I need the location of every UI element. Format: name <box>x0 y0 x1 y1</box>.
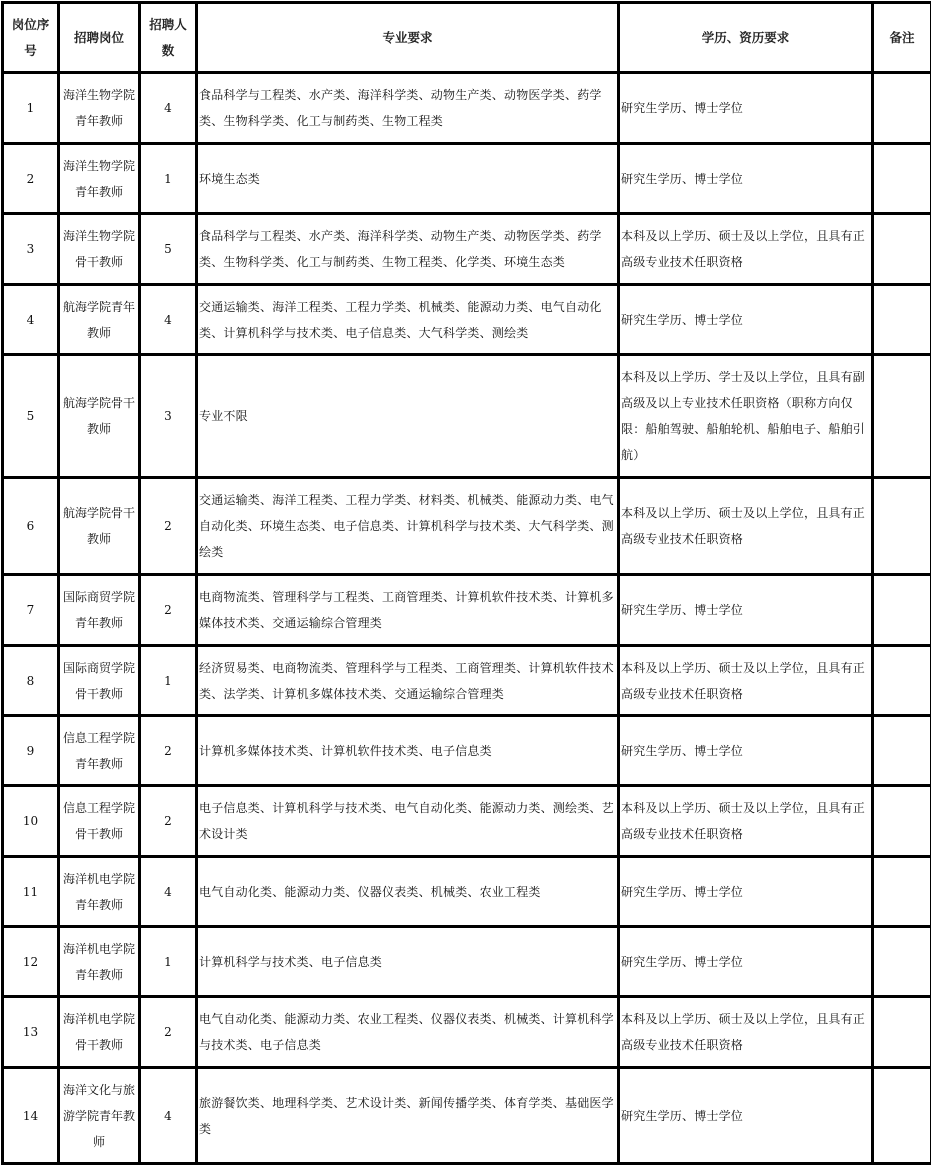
row-education: 研究生学历、博士学位 <box>619 285 873 355</box>
row-count: 2 <box>140 575 197 646</box>
row-index: 10 <box>3 786 59 857</box>
header-row <box>3 3 931 73</box>
row-education: 本科及以上学历、硕士及以上学位，且具有正高级专业技术任职资格 <box>619 997 873 1068</box>
row-count: 4 <box>140 73 197 144</box>
row-count: 5 <box>140 214 197 285</box>
row-education: 本科及以上学历、硕士及以上学位，且具有正高级专业技术任职资格 <box>619 646 873 716</box>
row-index: 5 <box>3 355 59 478</box>
row-education: 研究生学历、博士学位 <box>619 716 873 786</box>
table-row <box>3 716 931 786</box>
row-education: 本科及以上学历、硕士及以上学位，且具有正高级专业技术任职资格 <box>619 478 873 575</box>
header-note: 备注 <box>873 3 931 73</box>
row-position: 航海学院骨干教师 <box>59 478 140 575</box>
row-note <box>873 478 931 575</box>
row-index: 8 <box>3 646 59 716</box>
recruitment-table <box>1 1 931 1165</box>
table-row <box>3 478 931 575</box>
row-note <box>873 144 931 214</box>
row-position: 国际商贸学院青年教师 <box>59 575 140 646</box>
row-education: 研究生学历、博士学位 <box>619 144 873 214</box>
table-row <box>3 355 931 478</box>
table-row <box>3 997 931 1068</box>
row-index: 7 <box>3 575 59 646</box>
row-count: 3 <box>140 355 197 478</box>
header-count: 招聘人数 <box>140 3 197 73</box>
row-position: 信息工程学院青年教师 <box>59 716 140 786</box>
row-position: 海洋生物学院青年教师 <box>59 73 140 144</box>
row-major: 交通运输类、海洋工程类、工程力学类、材料类、机械类、能源动力类、电气自动化类、环境生态类、电子信息类、计算机科学与技术类、大气科学类、测绘类 <box>197 478 619 575</box>
row-note <box>873 285 931 355</box>
row-index: 3 <box>3 214 59 285</box>
table-row <box>3 575 931 646</box>
row-major: 旅游餐饮类、地理科学类、艺术设计类、新闻传播学类、体育学类、基础医学类 <box>197 1068 619 1164</box>
row-education: 本科及以上学历、硕士及以上学位，且具有正高级专业技术任职资格 <box>619 214 873 285</box>
table-body <box>3 73 931 1164</box>
row-note <box>873 1068 931 1164</box>
row-major: 电气自动化类、能源动力类、农业工程类、仪器仪表类、机械类、计算机科学与技术类、电子信息类 <box>197 997 619 1068</box>
row-education: 研究生学历、博士学位 <box>619 73 873 144</box>
row-education: 研究生学历、博士学位 <box>619 1068 873 1164</box>
row-index: 2 <box>3 144 59 214</box>
row-education: 本科及以上学历、硕士及以上学位，且具有正高级专业技术任职资格 <box>619 786 873 857</box>
row-position: 海洋文化与旅游学院青年教师 <box>59 1068 140 1164</box>
row-note <box>873 646 931 716</box>
table-row <box>3 144 931 214</box>
row-major: 电子信息类、计算机科学与技术类、电气自动化类、能源动力类、测绘类、艺术设计类 <box>197 786 619 857</box>
row-note <box>873 575 931 646</box>
row-count: 1 <box>140 144 197 214</box>
row-position: 航海学院青年教师 <box>59 285 140 355</box>
row-count: 2 <box>140 997 197 1068</box>
row-major: 食品科学与工程类、水产类、海洋科学类、动物生产类、动物医学类、药学类、生物科学类、化工与制药类、生物工程类、化学类、环境生态类 <box>197 214 619 285</box>
row-major: 经济贸易类、电商物流类、管理科学与工程类、工商管理类、计算机软件技术类、法学类、计算机多媒体技术类、交通运输综合管理类 <box>197 646 619 716</box>
header-position: 招聘岗位 <box>59 3 140 73</box>
row-education: 研究生学历、博士学位 <box>619 857 873 927</box>
row-count: 2 <box>140 786 197 857</box>
row-index: 9 <box>3 716 59 786</box>
row-index: 12 <box>3 927 59 997</box>
row-count: 4 <box>140 857 197 927</box>
row-note <box>873 214 931 285</box>
table-row <box>3 927 931 997</box>
row-position: 国际商贸学院骨干教师 <box>59 646 140 716</box>
row-position: 航海学院骨干教师 <box>59 355 140 478</box>
table-row <box>3 73 931 144</box>
row-note <box>873 786 931 857</box>
row-position: 海洋机电学院青年教师 <box>59 857 140 927</box>
table-row <box>3 857 931 927</box>
row-note <box>873 355 931 478</box>
table-row <box>3 786 931 857</box>
header-index: 岗位序号 <box>3 3 59 73</box>
row-education: 研究生学历、博士学位 <box>619 927 873 997</box>
row-position: 海洋生物学院青年教师 <box>59 144 140 214</box>
row-note <box>873 927 931 997</box>
row-major: 电气自动化类、能源动力类、仪器仪表类、机械类、农业工程类 <box>197 857 619 927</box>
row-major: 计算机多媒体技术类、计算机软件技术类、电子信息类 <box>197 716 619 786</box>
row-note <box>873 716 931 786</box>
row-major: 专业不限 <box>197 355 619 478</box>
table-row <box>3 285 931 355</box>
row-note <box>873 73 931 144</box>
row-position: 海洋生物学院骨干教师 <box>59 214 140 285</box>
row-index: 13 <box>3 997 59 1068</box>
row-major: 环境生态类 <box>197 144 619 214</box>
table-row <box>3 1068 931 1164</box>
row-position: 信息工程学院骨干教师 <box>59 786 140 857</box>
row-index: 14 <box>3 1068 59 1164</box>
row-index: 6 <box>3 478 59 575</box>
header-education: 学历、资历要求 <box>619 3 873 73</box>
row-count: 1 <box>140 646 197 716</box>
row-index: 11 <box>3 857 59 927</box>
row-count: 4 <box>140 285 197 355</box>
header-major: 专业要求 <box>197 3 619 73</box>
row-major: 计算机科学与技术类、电子信息类 <box>197 927 619 997</box>
row-note <box>873 857 931 927</box>
row-position: 海洋机电学院骨干教师 <box>59 997 140 1068</box>
row-major: 食品科学与工程类、水产类、海洋科学类、动物生产类、动物医学类、药学类、生物科学类、化工与制药类、生物工程类 <box>197 73 619 144</box>
row-count: 1 <box>140 927 197 997</box>
row-index: 1 <box>3 73 59 144</box>
row-count: 4 <box>140 1068 197 1164</box>
row-note <box>873 997 931 1068</box>
row-education: 本科及以上学历、学士及以上学位，且具有副高级及以上专业技术任职资格（职称方向仅限：船舶驾驶、船舶轮机、船舶电子、船舶引航） <box>619 355 873 478</box>
row-position: 海洋机电学院青年教师 <box>59 927 140 997</box>
table-row <box>3 214 931 285</box>
row-major: 电商物流类、管理科学与工程类、工商管理类、计算机软件技术类、计算机多媒体技术类、交通运输综合管理类 <box>197 575 619 646</box>
row-education: 研究生学历、博士学位 <box>619 575 873 646</box>
row-major: 交通运输类、海洋工程类、工程力学类、机械类、能源动力类、电气自动化类、计算机科学与技术类、电子信息类、大气科学类、测绘类 <box>197 285 619 355</box>
row-count: 2 <box>140 716 197 786</box>
table-row <box>3 646 931 716</box>
row-index: 4 <box>3 285 59 355</box>
row-count: 2 <box>140 478 197 575</box>
